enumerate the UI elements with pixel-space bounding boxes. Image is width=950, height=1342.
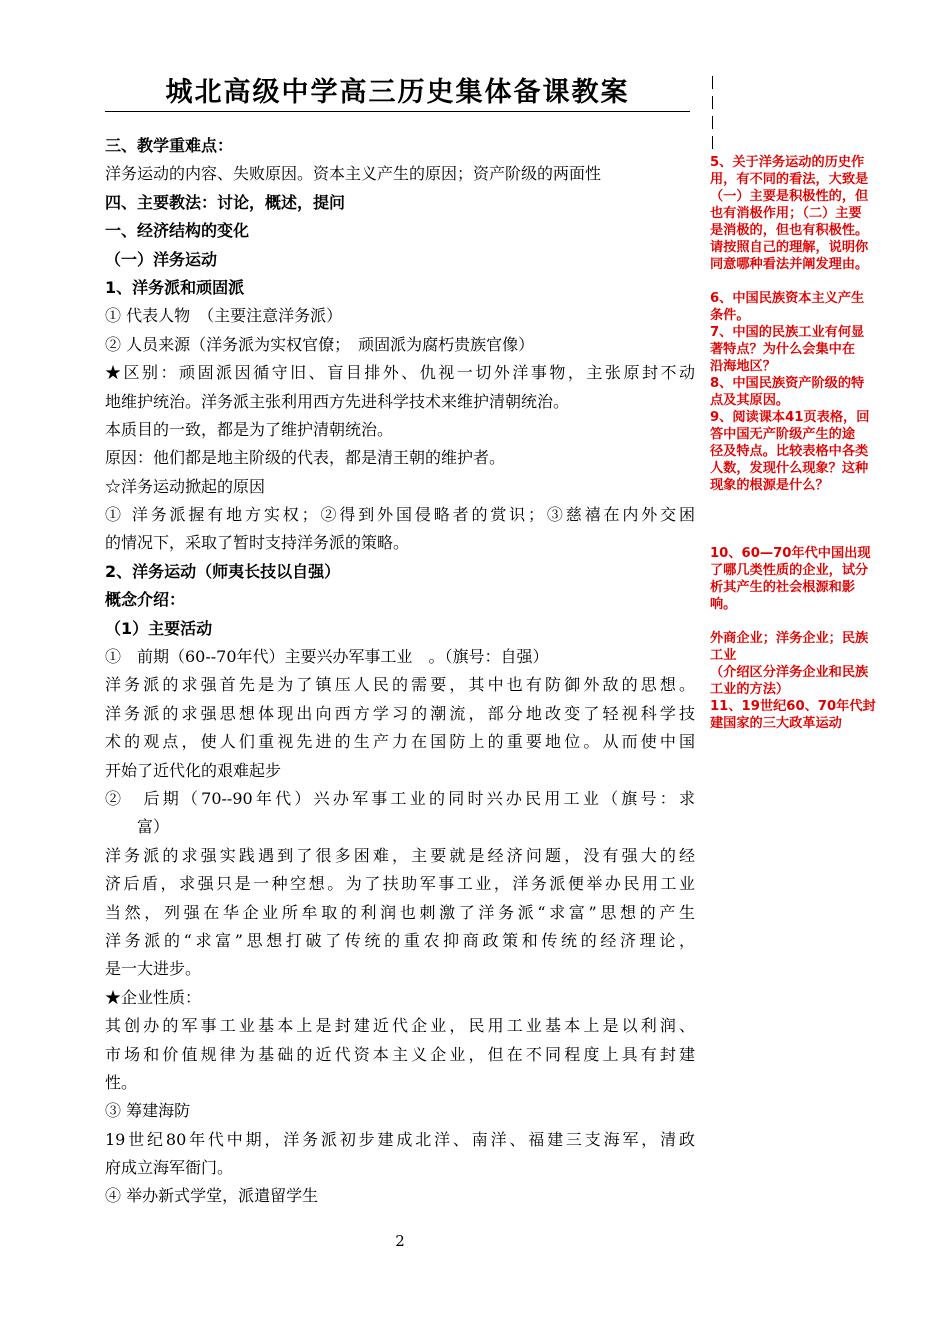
question-line: 响。 <box>710 597 737 612</box>
text-line: ① 洋务派握有地方实权；②得到外国侵略者的赏识；③慈禧在内外交困 <box>105 505 695 525</box>
text-line: ☆洋务运动掀起的原因 <box>105 476 266 496</box>
text-line: 的情况下，采取了暂时支持洋务派的策略。 <box>105 533 410 553</box>
text-line: 2、洋务运动（师夷长技以自强） <box>105 561 341 581</box>
question-line: 了哪几类性质的企业，试分 <box>710 563 869 578</box>
question-line: 建国家的三大政革运动 <box>710 716 842 731</box>
text-line: ② 后期（70--90年代）兴办军事工业的同时兴办民用工业（旗号：求 <box>105 788 695 808</box>
question-line: 点及其原因。 <box>710 393 790 408</box>
question-line: 径及特点。比较表格中各类 <box>710 444 869 459</box>
question-line: 5、关于洋务运动的历史作 <box>710 155 865 170</box>
text-line: （1）主要活动 <box>105 618 213 638</box>
question-line: 条件。 <box>710 308 750 323</box>
question-line: （一）主要是积极性的，但 <box>710 189 869 204</box>
question-line: 6、中国民族资本主义产生 <box>710 291 865 306</box>
text-line: 1、洋务派和顽固派 <box>105 277 245 297</box>
text-line: 地维护统治。洋务派主张利用西方先进科学技术来维护清朝统治。 <box>105 391 570 411</box>
question-line: 是消极的，但也有积极性。 <box>710 223 869 238</box>
text-line: ① 代表人物 （主要注意洋务派） <box>105 306 343 326</box>
text-line: 洋务派的求强实践遇到了很多困难，主要就是经济问题，没有强大的经 <box>105 845 695 865</box>
question-line: 7、中国的民族工业有何显 <box>710 325 865 340</box>
question-line: 同意哪种看法并阐发理由。 <box>710 257 869 272</box>
title-underline <box>105 111 690 112</box>
question-line: 著特点？为什么会集中在 <box>710 342 856 357</box>
text-line: 开始了近代化的艰难起步 <box>105 760 282 780</box>
question-line: 工业的方法） <box>710 682 790 697</box>
text-line: 济后盾，求强只是一种空想。为了扶助军事工业，洋务派便举办民用工业 <box>105 874 695 894</box>
text-line: （一）洋务运动 <box>105 249 218 269</box>
text-line: 当然，列强在华企业所牟取的利润也刺激了洋务派“求富”思想的产生 <box>105 902 695 922</box>
text-line: 四、主要教法：讨论，概述，提问 <box>105 192 346 212</box>
question-line: 用，有不同的看法，大致是 <box>710 172 869 187</box>
question-line: （介绍区分洋务企业和民族 <box>710 665 869 680</box>
text-line: 洋务派的求强思想体现出向西方学习的潮流，部分地改变了轻视科学技 <box>105 703 695 723</box>
text-line: 术的观点，使人们重视先进的生产力在国防上的重要地位。从而使中国 <box>105 732 695 752</box>
text-line: ④ 举办新式学堂，派遣留学生 <box>105 1186 319 1206</box>
text-line: ★区别：顽固派因循守旧、盲目排外、仇视一切外洋事物，主张原封不动 <box>105 363 695 383</box>
margin-bar <box>712 96 713 109</box>
side-questions-column <box>710 154 910 732</box>
text-line: 是一大进步。 <box>105 959 202 979</box>
spacer <box>710 273 910 290</box>
text-line: 洋务派的“求富”思想打破了传统的重农抑商政策和传统的经济理论， <box>105 930 695 950</box>
text-line: ★企业性质： <box>105 987 202 1007</box>
text-line: 洋务派的求强首先是为了镇压人民的需要，其中也有防御外敌的思想。 <box>105 675 695 695</box>
spacer <box>710 511 910 528</box>
text-line: 19世纪80年代中期，洋务派初步建成北洋、南洋、福建三支海军，清政 <box>105 1129 695 1149</box>
text-line: 性。 <box>105 1072 138 1092</box>
question-line: 人数，发现什么现象？这种 <box>710 461 869 476</box>
question-line: 请按照自己的理解，说明你 <box>710 240 869 255</box>
question-line: 9、阅读课本41页表格，回 <box>710 410 870 425</box>
text-line: 本质目的一致，都是为了维护清朝统治。 <box>105 419 394 439</box>
text-line: 原因：他们都是地主阶级的代表，都是清王朝的维护者。 <box>105 448 506 468</box>
question-line: 8、中国民族资产阶级的特 <box>710 376 865 391</box>
question-line: 答中国无产阶级产生的途 <box>710 427 856 442</box>
question-line: 11、19世纪60、70年代封 <box>710 699 876 714</box>
margin-bar <box>712 76 713 89</box>
question-line: 外商企业；洋务企业；民族 <box>710 631 869 646</box>
text-line: ③ 筹建海防 <box>105 1101 191 1121</box>
question-line: 沿海地区？ <box>710 359 776 374</box>
margin-bar <box>712 136 713 149</box>
text-line: 洋务运动的内容、失败原因。资本主义产生的原因；资产阶级的两面性 <box>105 164 602 184</box>
question-line: 10、60—70年代中国出现 <box>710 546 871 561</box>
margin-bar <box>712 116 713 129</box>
question-line: 析其产生的社会根源和影 <box>710 580 856 595</box>
question-line: 也有消极作用；（二）主要 <box>710 206 862 221</box>
text-line: 概念介绍： <box>105 590 186 610</box>
text-line: ② 人员来源（洋务派为实权官僚； 顽固派为腐朽贵族官像） <box>105 334 535 354</box>
page-number: 2 <box>395 1232 405 1250</box>
question-line: 工业 <box>710 648 737 663</box>
text-line: 府成立海军衙门。 <box>105 1158 234 1178</box>
text-line: 三、教学重难点： <box>105 136 234 155</box>
spacer <box>710 613 910 630</box>
text-line: ① 前期（60--70年代）主要兴办军事工业 。（旗号：自强） <box>105 647 549 667</box>
document-title: 城北高级中学高三历史集体备课教案 <box>165 77 630 108</box>
main-text-column <box>105 132 695 1211</box>
text-line: 富） <box>137 817 170 837</box>
text-line: 一、经济结构的变化 <box>105 221 250 241</box>
text-line: 其创办的军事工业基本上是封建近代企业，民用工业基本上是以利润、 <box>105 1016 695 1036</box>
spacer <box>710 528 910 545</box>
question-line: 现象的根源是什么？ <box>710 478 829 493</box>
text-line: 市场和价值规律为基础的近代资本主义企业，但在不同程度上具有封建 <box>105 1044 695 1064</box>
spacer <box>710 494 910 511</box>
